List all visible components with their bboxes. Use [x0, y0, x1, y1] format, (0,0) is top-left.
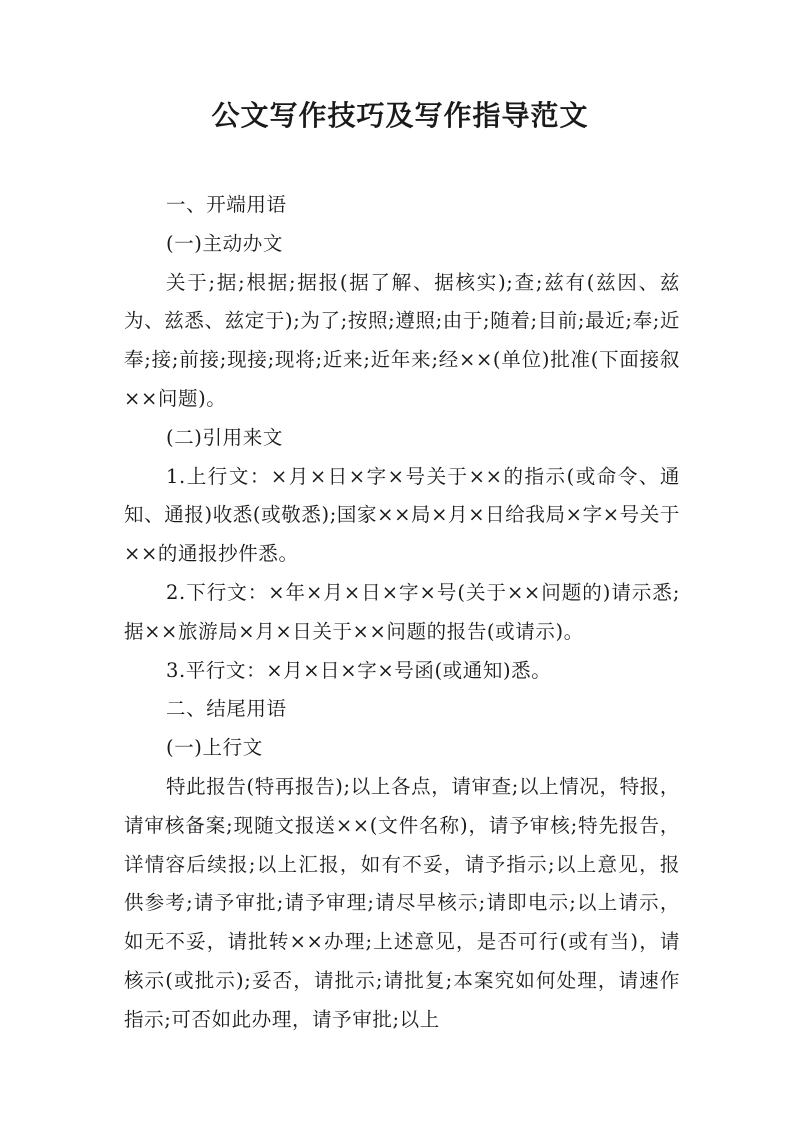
paragraph-opening-terms: 关于;据;根据;据报(据了解、据核实);查;兹有(兹因、兹为、兹悉、兹定于);为了;按照;遵照;由于;随着;目前;最近;奉;近奉;接;前接;现接;现将;近来;近年来;经××(单位)批准(下面接叙××问题)。 — [124, 270, 680, 410]
subheading-active-handling: (一)主动办文 — [166, 231, 283, 255]
paragraph-upward-documents: 1.上行文：×月×日×字×号关于××的指示(或命令、通知、通报)收悉(或敬悉);国家××局×月×日给我局×字×号关于××的通报抄件悉。 — [124, 464, 680, 566]
document-body — [124, 186, 680, 1040]
paragraph-closing-terms: 特此报告(特再报告);以上各点，请审查;以上情况，特报，请审核备案;现随文报送××(文件名称)，请予审核;特先报告，详情容后续报;以上汇报，如有不妥，请予指示;以上意见，报供参考;请予审批;请予审理;请尽早核示;请即电示;以上请示，如无不妥，请批转××办理;上述意见，是否可行(或有当)，请核示(或批示);妥否，请批示;请批复;本案究如何处理，请速作指示;可否如此办理，请予审批;以上 — [124, 774, 680, 1031]
paragraph-downward-documents: 2.下行文：×年×月×日×字×号(关于××问题的)请示悉;据××旅游局×月×日关于××问题的报告(或请示)。 — [124, 580, 680, 643]
subheading-citing-documents: (二)引用来文 — [166, 425, 283, 449]
paragraph-parallel-documents: 3.平行文：×月×日×字×号函(或通知)悉。 — [166, 658, 552, 682]
document-title: 公文写作技巧及写作指导范文 — [211, 99, 589, 132]
subheading-upward: (一)上行文 — [166, 736, 263, 760]
heading-closing-phrases: 二、结尾用语 — [166, 697, 287, 721]
heading-opening-phrases: 一、开端用语 — [166, 193, 287, 216]
